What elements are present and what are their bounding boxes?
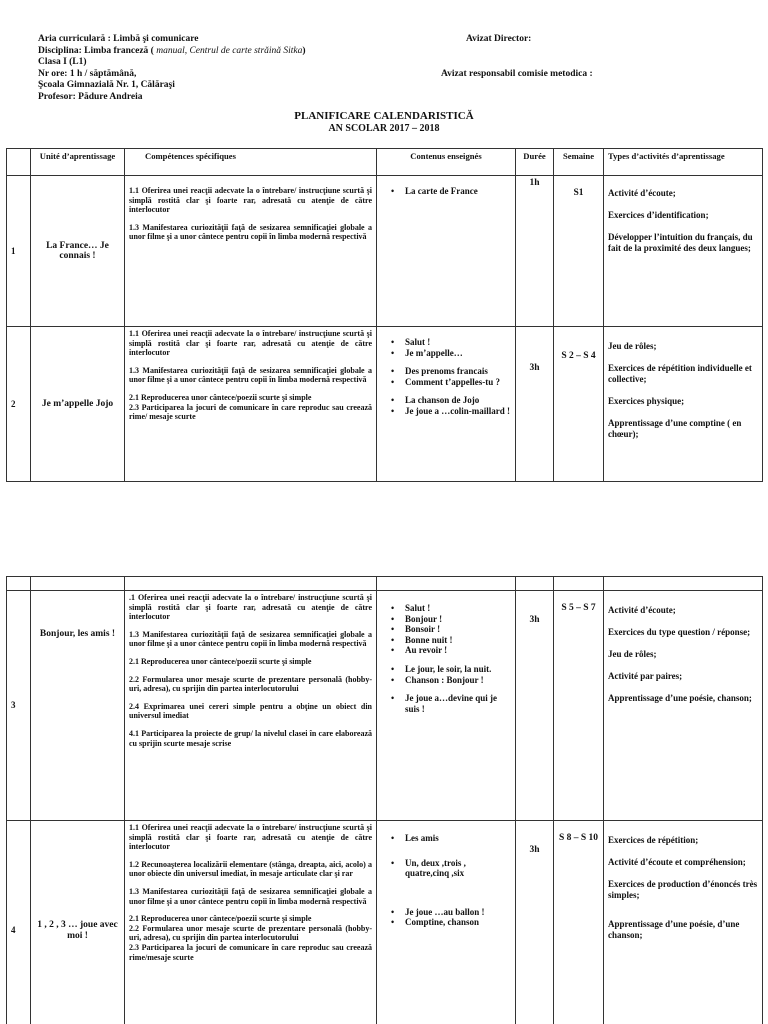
row-semaine: S1 [554,176,604,327]
competence-item: 1.3 Manifestarea curiozităţii faţă de sesizarea semnificaţiei globale a unor filme şi a unor cântece pentru copii în limba modernă respectivă [129,886,372,906]
content-item: • Au revoir ! [391,645,511,656]
competence-item: 2.3 Participarea la jocuri de comunicare în care reproduc sau creează rime/mesaje scurte [129,942,372,962]
content-item: • Salut ! [391,603,511,614]
row-contenus [377,821,516,1024]
activity-item: Exercices physique; [608,396,685,406]
header-clasa: Clasa I (L1) [38,57,87,68]
row-competences [125,176,377,327]
activity-item: Exercices de répétition individuelle et collective; [608,363,752,384]
content-item: • Comptine, chanson [391,917,511,928]
row-unit: La France… Je connais ! [31,176,125,327]
content-item: • Salut ! [391,337,511,348]
competence-item: 1.3 Manifestarea curiozităţii faţă de sesizarea semnificaţiei globale a unor filme şi a unor cântece pentru copii în limba modernă respectivă [129,222,372,242]
content-item: • Bonjour ! [391,614,511,625]
col-competences-header: Compétences spécifiques [125,149,377,176]
row-unit: Je m’appelle Jojo [31,327,125,482]
competence-item: 2.2 Formularea unor mesaje scurte de prezentare personală (hobby-uri, adresa), cu sprijin din partea interlocutorului [129,923,372,943]
activity-item: Exercices du type question / réponse; [608,627,751,637]
row-activites [604,591,763,821]
table-row [7,327,763,482]
content-item: • Un, deux ,trois , quatre,cinq ,six [391,858,511,879]
col-duree-header: Durée [516,149,554,176]
header-profesor: Profesor: Pădure Andreia [38,91,143,102]
table-header-row-empty [7,577,763,591]
row-semaine: S 8 – S 10 [554,821,604,1024]
content-item: • Comment t’appelles-tu ? [391,377,511,388]
row-unit: 1 , 2 , 3 … joue avec moi ! [31,821,125,1024]
activity-item: Apprentissage d’une comptine ( en chœur); [608,418,742,439]
competence-item: 1.3 Manifestarea curiozităţii faţă de sesizarea semnificaţiei globale a unor filme şi a unor cântece pentru copii în limba modernă respectivă [129,365,372,385]
competence-item: 2.3 Participarea la jocuri de comunicare în care reproduc sau creează rime/ mesaje scurte [129,402,372,422]
content-item: • Bonne nuit ! [391,635,511,646]
col-activites-header: Types d’activités d’aprentissage [604,149,763,176]
table-header-row [7,149,763,176]
competence-item: .1 Oferirea unei reacţii adecvate la o întrebare/ instrucţiune scurtă şi simplă rostită clar şi foarte rar, adresată cu atenţie de către interlocutor [129,593,372,622]
row-semaine: S 5 – S 7 [554,591,604,821]
row-number: 1 [7,176,31,327]
competence-item: 2.2 Formularea unor mesaje scurte de prezentare personală (hobby-uri, adresa), cu sprijin din partea interlocutorului [129,674,372,694]
school-year: AN SCOLAR 2017 – 2018 [328,123,440,134]
activity-item: Apprentissage d’une poésie, d’une chanson; [608,919,740,940]
content-item: • La carte de France [391,186,511,197]
row-number: 2 [7,327,31,482]
activity-item: Activité d’écoute et compréhension; [608,857,746,867]
activity-item: Apprentissage d’une poésie, chanson; [608,693,752,703]
content-item: • Le jour, le soir, la nuit. [391,664,511,675]
header-aria: Aria curriculară : Limbă şi comunicare [38,34,199,44]
col-contenus-header: Contenus enseignés [377,149,516,176]
content-item: • Des prenoms francais [391,366,511,377]
row-contenus [377,327,516,482]
competence-item: 2.1 Reproducerea unor cântece/poezii scurte şi simple [129,656,312,666]
activity-item: Exercices d’identification; [608,210,709,220]
table-row [7,176,763,327]
content-item: • Je joue …au ballon ! [391,907,511,918]
header-nr-ore: Nr ore: 1 h / săptămână, [38,68,137,79]
competence-item: 1.1 Oferirea unei reacţii adecvate la o întrebare/ instrucţiune scurtă şi simplă rostită clar şi foarte rar, adresată cu atenţie de către interlocutor [129,186,372,215]
row-activites [604,176,763,327]
planning-table-page1 [6,148,763,482]
table-row [7,591,763,821]
competence-item: 2.1 Reproducerea unor cântece/poezii scurte şi simple [129,392,312,402]
content-item: • Je joue a…devine qui je suis ! [391,693,511,714]
content-item: • Les amis [391,833,511,844]
row-number: 4 [7,821,31,1024]
activity-item: Jeu de rôles; [608,649,657,659]
content-item: • Bonsoir ! [391,624,511,635]
row-duree: 1h [516,176,554,327]
header-disciplina-manual: manual, Centrul de carte străină Sitka [156,45,303,56]
header-scoala: Şcoala Gimnazială Nr. 1, Călăraşi [38,80,175,91]
competence-item: 1.1 Oferirea unei reacţii adecvate la o întrebare/ instrucţiune scurtă şi simplă rostită clar şi foarte rar, adresată cu atenţie de către interlocutor [129,823,372,852]
row-contenus [377,591,516,821]
document-title: PLANIFICARE CALENDARISTICĂ [294,110,474,122]
col-num-header [7,149,31,176]
competence-item: 4.1 Participarea la proiecte de grup/ la nivelul clasei în care elaborează cu sprijin scurte mesaje scrise [129,728,372,748]
row-number: 3 [7,591,31,821]
row-activites [604,327,763,482]
col-unit-header: Unité d’aprentissage [31,149,125,176]
col-semaine-header: Semaine [554,149,604,176]
competence-item: 2.4 Exprimarea unei cereri simple pentru a obţine un obiect din universul imediat [129,701,372,721]
competence-item: 2.1 Reproducerea unor cântece/poezii scurte şi simple [129,914,312,924]
row-semaine: S 2 – S 4 [554,327,604,482]
activity-item: Développer l’intuition du français, du fait de la proximité des deux langues; [608,232,753,253]
row-activites [604,821,763,1024]
row-competences [125,821,377,1024]
competence-item: 1.3 Manifestarea curiozităţii faţă de sesizarea semnificaţiei globale a unor filme şi a unor cântece pentru copii în limba modernă respectivă [129,629,372,649]
activity-item: Jeu de rôles; [608,341,657,351]
planning-table-page2 [6,576,763,1024]
activity-item: Exercices de répétition; [608,835,699,845]
content-item: • Je joue a …colin-maillard ! [391,406,511,417]
row-contenus [377,176,516,327]
row-duree: 3h [516,821,554,1024]
content-item: • Je m’appelle… [391,348,511,359]
activity-item: Activité d’écoute; [608,188,676,198]
row-duree: 3h [516,327,554,482]
activity-item: Activité par paires; [608,671,683,681]
aviz-director: Avizat Director: [466,34,532,44]
table-row [7,821,763,1024]
competence-item: 1.1 Oferirea unei reacţii adecvate la o întrebare/ instrucţiune scurtă şi simplă rostită clar şi foarte rar, adresată cu atenţie de către interlocutor [129,329,372,358]
row-unit: Bonjour, les amis ! [31,591,125,821]
competence-item: 1.2 Recunoaşterea localizării elementare (stânga, dreapta, aici, acolo) a unor obiecte din universul imediat, în mesaje articulate clar şi rar [129,859,372,879]
header-disciplina: Disciplina: Limba franceză ( manual, Centrul de carte străină Sitka) [38,45,306,56]
activity-item: Exercices de production d’énoncés très simples; [608,879,758,900]
document-header [38,34,306,104]
content-item: • Chanson : Bonjour ! [391,675,511,686]
row-duree: 3h [516,591,554,821]
row-competences [125,327,377,482]
row-competences [125,591,377,821]
aviz-comisie: Avizat responsabil comisie metodica : [441,69,593,79]
activity-item: Activité d’écoute; [608,605,676,615]
content-item: • La chanson de Jojo [391,395,511,406]
